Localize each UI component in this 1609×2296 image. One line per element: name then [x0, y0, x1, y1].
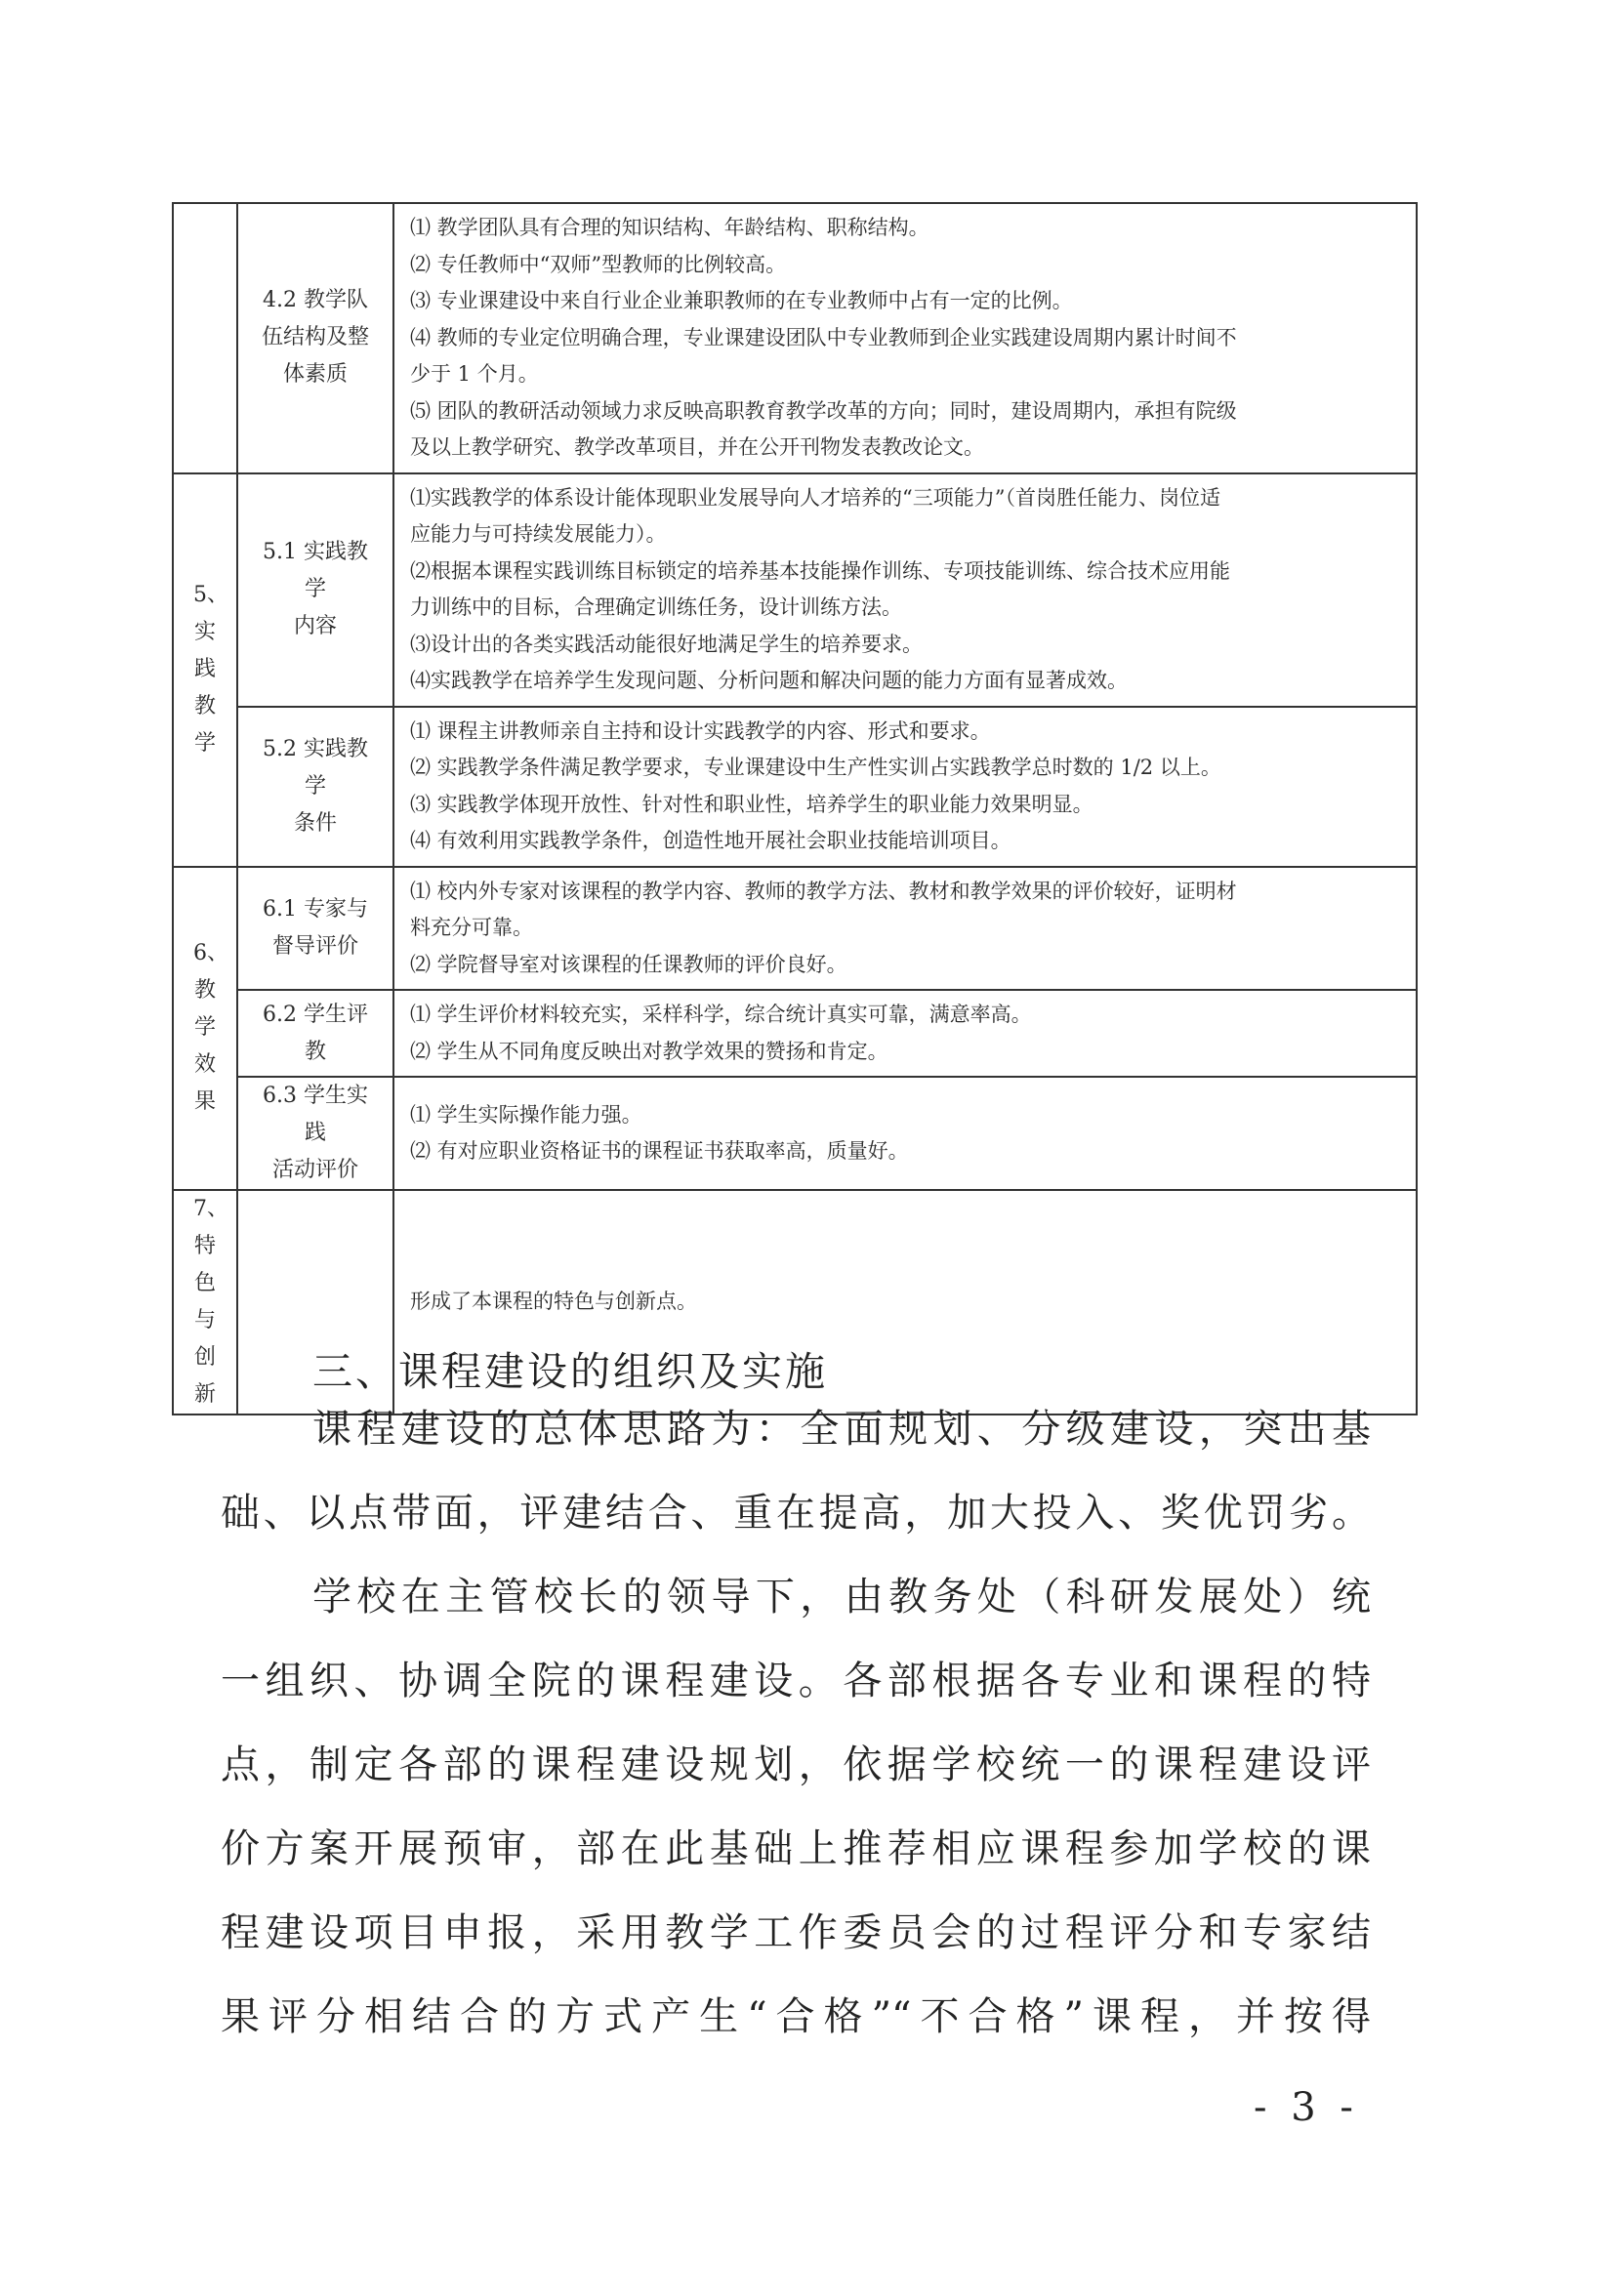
- criteria-line: ⑵ 有对应职业资格证书的课程证书获取率高，质量好。: [410, 1139, 909, 1163]
- criteria-cell: [393, 990, 1417, 1077]
- table-row: [173, 867, 1417, 991]
- paragraph-line: 一组织、协调全院的课程建设。各部根据各专业和课程的特: [221, 1659, 1371, 1703]
- criteria-line: ⑴ 学生评价材料较充实，采样科学，综合统计真实可靠，满意率高。: [410, 1003, 1032, 1026]
- criteria-cell: [393, 203, 1417, 473]
- criteria-line: ⑵ 学院督导室对该课程的任课教师的评价良好。: [410, 952, 847, 976]
- paragraph: [221, 1555, 1371, 2059]
- table-row: [173, 1077, 1417, 1190]
- criteria-line: ⑷实践教学在培养学生发现问题、分析问题和解决问题的能力方面有显著成效。: [410, 669, 1128, 692]
- criteria-line: ⑵ 实践教学条件满足教学要求，专业课建设中生产性实训占实践教学总时数的 1/2 以上。: [410, 756, 1221, 779]
- item-label: 活动评价: [271, 1158, 358, 1182]
- criteria-line: ⑵ 学生从不同角度反映出对教学效果的赞扬和肯定。: [410, 1039, 888, 1063]
- criteria-line: 应能力与可持续发展能力）。: [410, 522, 667, 546]
- category-cell: [173, 1190, 237, 1414]
- criteria-cell: [393, 707, 1417, 867]
- category-cell: [173, 203, 237, 473]
- table-row: [173, 707, 1417, 867]
- item-label: 教: [304, 1039, 326, 1064]
- criteria-line: ⑸ 团队的教研活动领域力求反映高职教育教学改革的方向；同时，建设周期内，承担有院级: [410, 398, 1237, 423]
- evaluation-criteria-table: [172, 202, 1418, 1415]
- item-label: 条件: [293, 810, 337, 836]
- criteria-line: ⑶ 实践教学体现开放性、针对性和职业性，培养学生的职业能力效果明显。: [410, 792, 1093, 816]
- item-label: 4.2 教学队: [263, 288, 368, 313]
- item-label: 体素质: [282, 362, 348, 388]
- criteria-cell: [393, 867, 1417, 991]
- criteria-cell: [393, 473, 1417, 707]
- section-heading: 三、课程建设的组织及实施: [312, 1348, 828, 1395]
- item-cell: [237, 707, 393, 867]
- criteria-line: 少于 1 个月。: [410, 362, 539, 386]
- paragraph-line: 价方案开展预审，部在此基础上推荐相应课程参加学校的课: [221, 1826, 1371, 1871]
- criteria-line: ⑶ 专业课建设中来自行业企业兼职教师的在专业教师中占有一定的比例。: [410, 289, 1073, 312]
- criteria-line: 料充分可靠。: [410, 916, 533, 939]
- table-row: [173, 203, 1417, 473]
- item-label: 践: [304, 1121, 326, 1145]
- item-label: 6.3 学生实: [263, 1084, 368, 1108]
- paragraph-line: 点，制定各部的课程建设规划，依据学校统一的课程建设评: [221, 1742, 1371, 1787]
- item-cell: [237, 867, 393, 991]
- criteria-line: ⑶设计出的各类实践活动能很好地满足学生的培养要求。: [410, 632, 923, 656]
- criteria-cell: [393, 1077, 1417, 1190]
- category-label: 7、特色与创新: [193, 1197, 228, 1407]
- criteria-line: 力训练中的目标，合理确定训练任务，设计训练方法。: [410, 595, 902, 619]
- table-row: [173, 473, 1417, 707]
- criteria-line: ⑴实践教学的体系设计能体现职业发展导向人才培养的“三项能力”（首岗胜任能力、岗位适: [410, 485, 1220, 510]
- paragraph-line: 学校在主管校长的领导下，由教务处（科研发展处）统: [312, 1575, 1371, 1620]
- item-label: 学: [304, 773, 326, 799]
- page-number: - 3 -: [1254, 2085, 1359, 2130]
- item-cell: [237, 1077, 393, 1190]
- criteria-line: ⑴ 课程主讲教师亲自主持和设计实践教学的内容、形式和要求。: [410, 718, 991, 743]
- criteria-line: ⑴ 教学团队具有合理的知识结构、年龄结构、职称结构。: [410, 216, 929, 239]
- criteria-line: ⑷ 教师的专业定位明确合理，专业课建设团队中专业教师到企业实践建设周期内累计时间不: [410, 325, 1237, 349]
- item-cell: [237, 473, 393, 707]
- item-label: 督导评价: [271, 933, 358, 959]
- criteria-line: ⑵ 专任教师中“双师”型教师的比例较高。: [410, 252, 787, 276]
- item-label: 内容: [293, 614, 337, 638]
- criteria-line: ⑴ 校内外专家对该课程的教学内容、教师的教学方法、教材和教学效果的评价较好，证明材: [410, 879, 1237, 903]
- category-label: 6、教学效果: [193, 941, 228, 1115]
- criteria-line: ⑴ 学生实际操作能力强。: [410, 1102, 642, 1127]
- criteria-line: 形成了本课程的特色与创新点。: [410, 1290, 697, 1314]
- paragraph: [221, 1387, 1371, 1555]
- criteria-line: 及以上教学研究、教学改革项目，并在公开刊物发表教改论文。: [410, 435, 984, 459]
- paragraph-line: 程建设项目申报，采用教学工作委员会的过程评分和专家结: [221, 1910, 1371, 1955]
- item-label: 5.1 实践教: [263, 540, 368, 564]
- criteria-line: ⑷ 有效利用实践教学条件，创造性地开展社会职业技能培训项目。: [410, 829, 1011, 852]
- item-cell: [237, 990, 393, 1077]
- category-cell: [173, 473, 237, 867]
- table-row: [173, 990, 1417, 1077]
- item-label: 伍结构及整: [261, 325, 369, 350]
- paragraph-line: 课程建设的总体思路为：全面规划、分级建设，突出基: [312, 1407, 1371, 1452]
- paragraph-line: 础、以点带面，评建结合、重在提高，加大投入、奖优罚劣。: [221, 1491, 1371, 1536]
- item-label: 5.2 实践教: [263, 736, 368, 761]
- item-label: 6.2 学生评: [263, 1002, 368, 1027]
- item-cell: [237, 203, 393, 473]
- criteria-line: ⑵根据本课程实践训练目标锁定的培养基本技能操作训练、专项技能训练、综合技术应用能: [410, 558, 1230, 583]
- item-label: 学: [304, 577, 326, 601]
- item-label: 6.1 专家与: [263, 896, 368, 922]
- paragraph-line: 果评分相结合的方式产生“合格”“不合格”课程，并按得: [221, 1994, 1371, 2039]
- category-label: 5、实践教学: [193, 583, 228, 756]
- category-cell: [173, 867, 237, 1191]
